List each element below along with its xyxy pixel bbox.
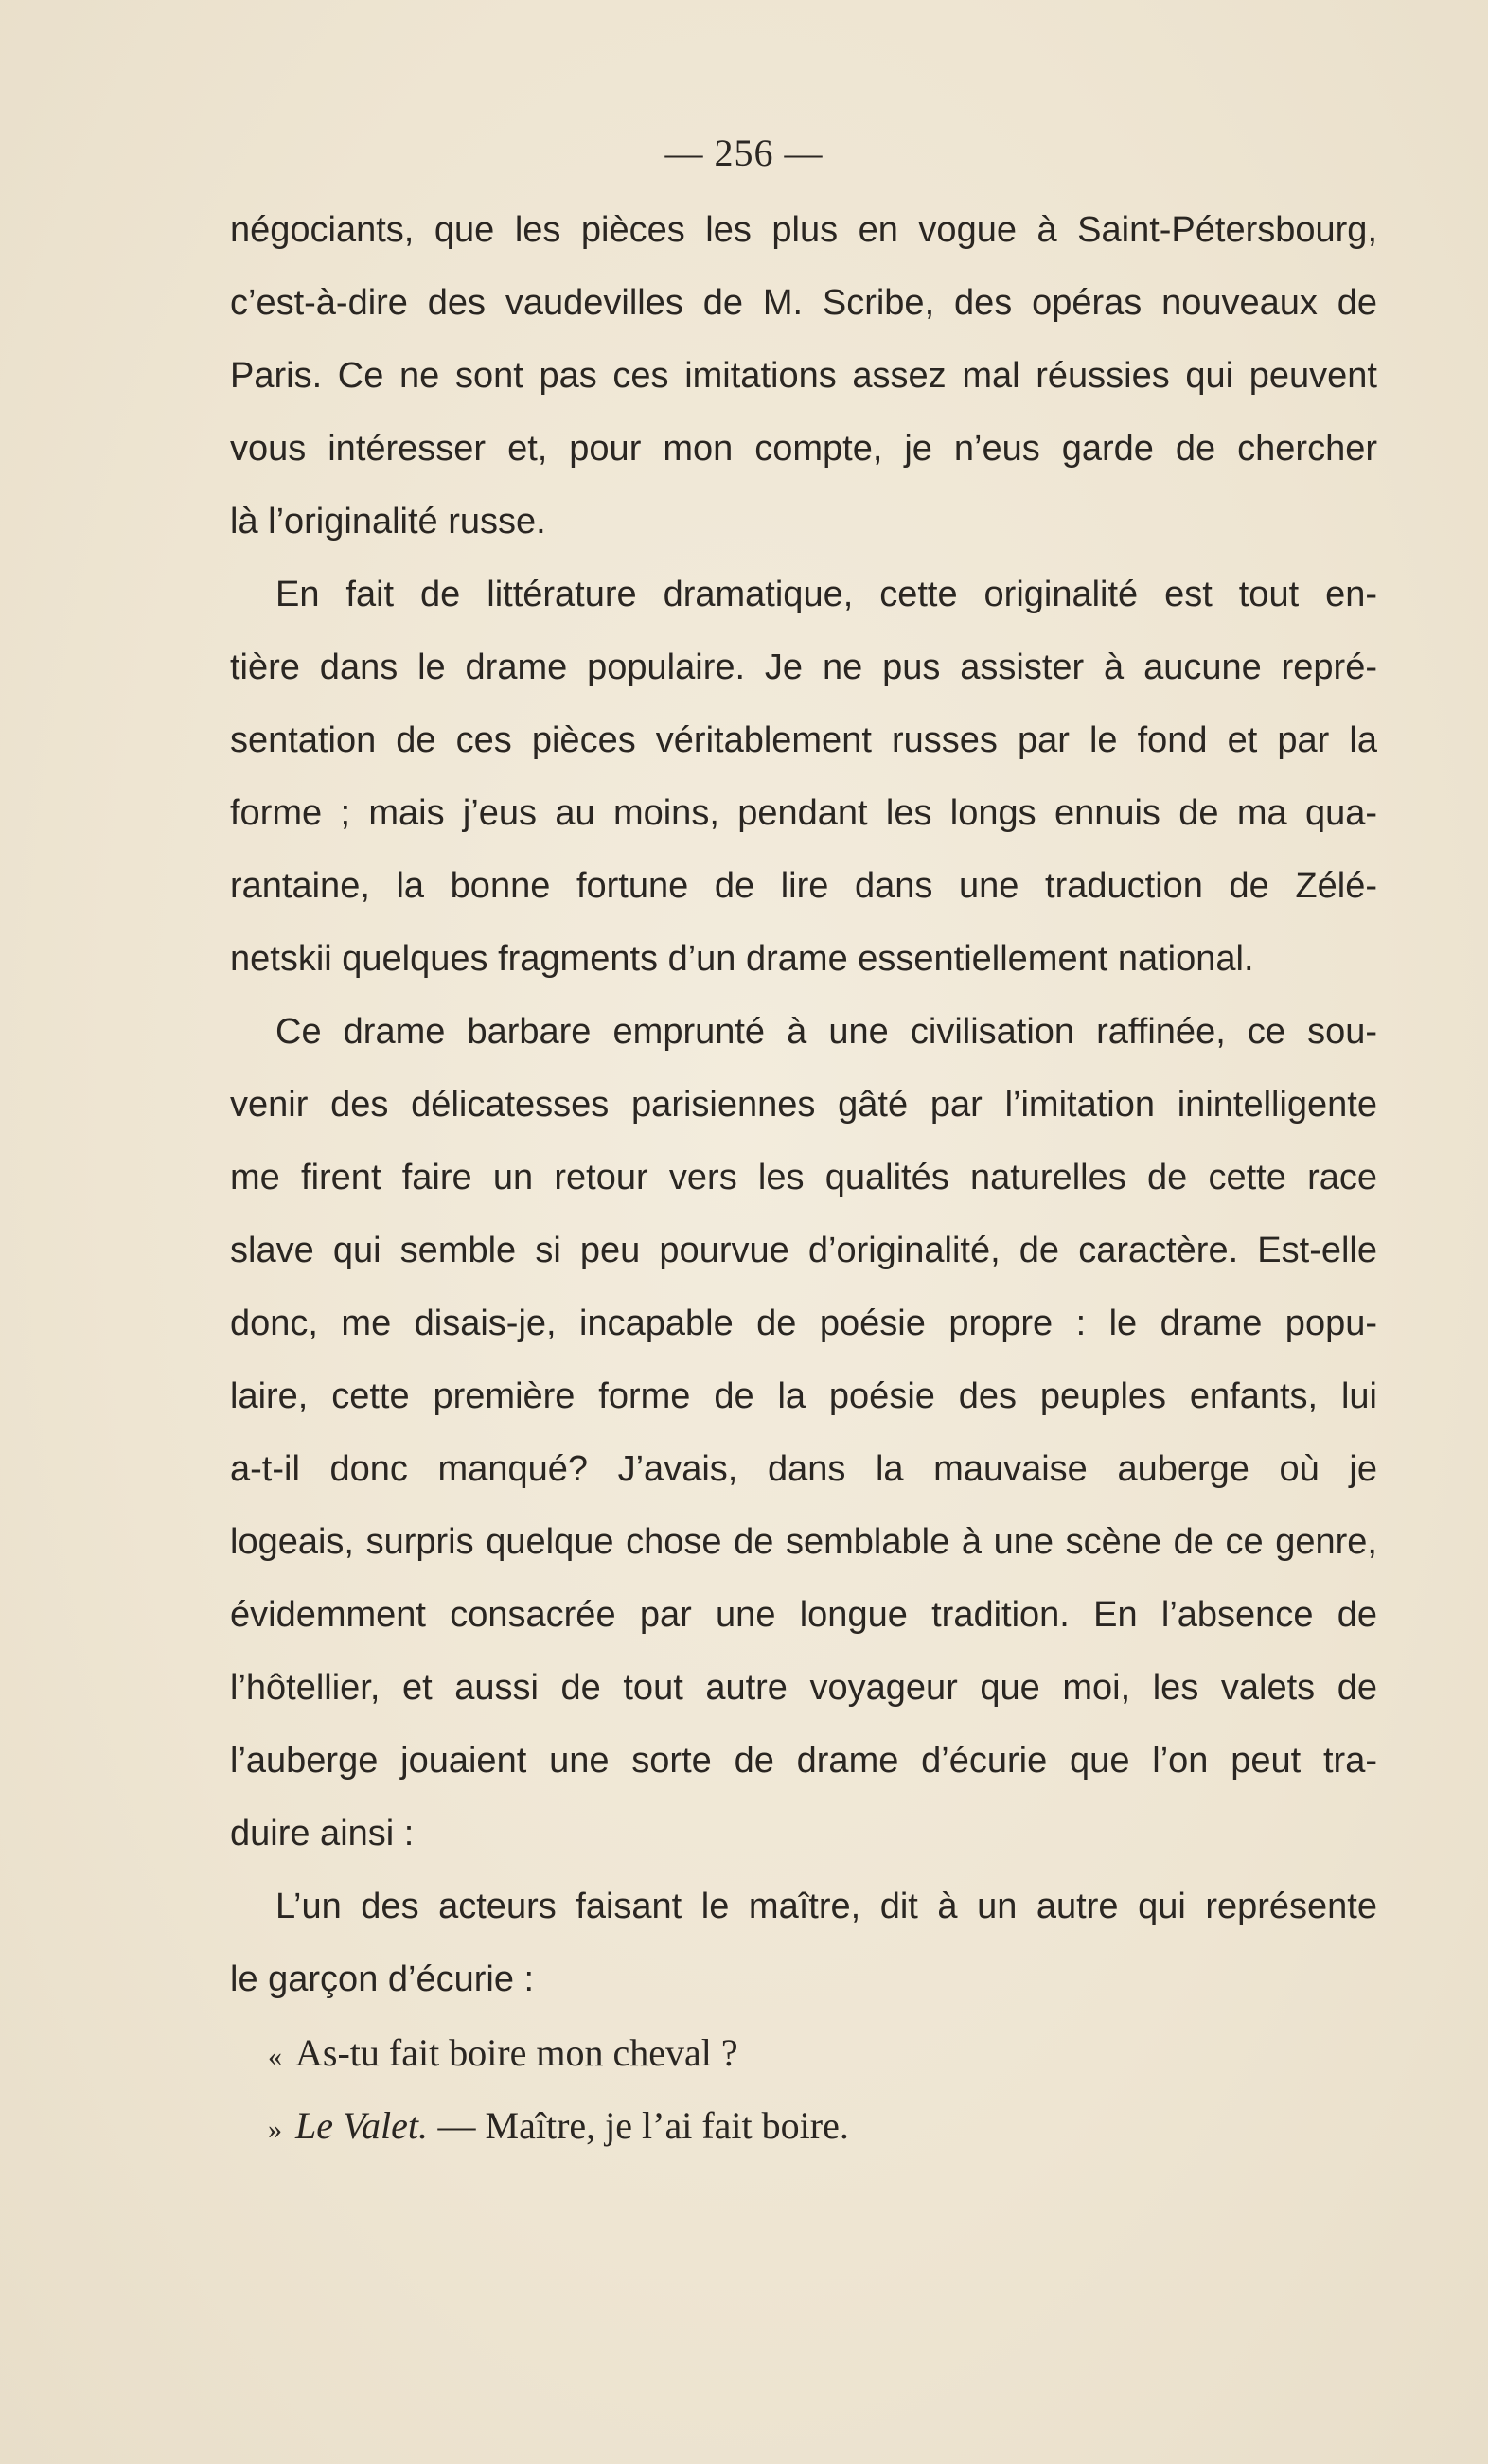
text-line: netskii quelques fragments d’un drame essentiellement national. bbox=[230, 939, 1254, 979]
text-line: Ce drame barbare emprunté à une civilisation raffinée, ce sou- bbox=[275, 1012, 1377, 1052]
dialogue-text: — Maître, je l’ai fait boire. bbox=[437, 2104, 849, 2147]
body-text bbox=[230, 194, 1377, 2162]
text-line: l’hôtellier, et aussi de tout autre voyageur que moi, les valets de bbox=[230, 1668, 1377, 1708]
text-line: slave qui semble si peu pourvue d’originalité, de caractère. Est-elle bbox=[230, 1231, 1377, 1270]
text-line: Paris. Ce ne sont pas ces imitations assez mal réussies qui peuvent bbox=[230, 356, 1377, 396]
dialogue-text: As-tu fait boire mon cheval ? bbox=[295, 2031, 738, 2074]
text-line: En fait de littérature dramatique, cette originalité est tout en- bbox=[275, 575, 1377, 614]
text-line: laire, cette première forme de la poésie des peuples enfants, lui bbox=[230, 1376, 1377, 1416]
text-line: c’est-à-dire des vaudevilles de M. Scribe, des opéras nouveaux de bbox=[230, 283, 1377, 323]
text-line: rantaine, la bonne fortune de lire dans une traduction de Zélé- bbox=[230, 866, 1377, 906]
text-line: là l’originalité russe. bbox=[230, 502, 546, 541]
text-line: le garçon d’écurie : bbox=[230, 1959, 535, 1999]
text-line: L’un des acteurs faisant le maître, dit à un autre qui représente bbox=[275, 1887, 1377, 1926]
text-line: donc, me disais-je, incapable de poésie propre : le drame popu- bbox=[230, 1303, 1377, 1343]
text-line: l’auberge jouaient une sorte de drame d’écurie que l’on peut tra- bbox=[230, 1741, 1377, 1781]
dialogue-speaker: Le Valet. bbox=[295, 2104, 428, 2147]
page-number: — 256 — bbox=[664, 132, 824, 174]
text-line: sentation de ces pièces véritablement russes par le fond et par la bbox=[230, 720, 1377, 760]
text-line: évidemment consacrée par une longue tradition. En l’absence de bbox=[230, 1595, 1377, 1635]
text-line: duire ainsi : bbox=[230, 1814, 415, 1853]
quote-mark: « bbox=[268, 2041, 282, 2072]
text-line: venir des délicatesses parisiennes gâté par l’imitation inintelligente bbox=[230, 1085, 1377, 1125]
text-line: me firent faire un retour vers les qualités naturelles de cette race bbox=[230, 1158, 1377, 1197]
text-line: logeais, surpris quelque chose de semblable à une scène de ce genre, bbox=[230, 1522, 1377, 1562]
dialogue-line bbox=[230, 2089, 1377, 2162]
dialogue-line bbox=[230, 2016, 1377, 2089]
text-line: tière dans le drame populaire. Je ne pus assister à aucune repré- bbox=[230, 647, 1377, 687]
quote-mark: » bbox=[268, 2114, 282, 2145]
text-line: a-t-il donc manqué? J’avais, dans la mauvaise auberge où je bbox=[230, 1449, 1377, 1489]
text-line: négociants, que les pièces les plus en vogue à Saint-Pétersbourg, bbox=[230, 210, 1377, 250]
text-line: forme ; mais j’eus au moins, pendant les longs ennuis de ma qua- bbox=[230, 793, 1377, 833]
text-line: vous intéresser et, pour mon compte, je n’eus garde de chercher bbox=[230, 429, 1377, 469]
